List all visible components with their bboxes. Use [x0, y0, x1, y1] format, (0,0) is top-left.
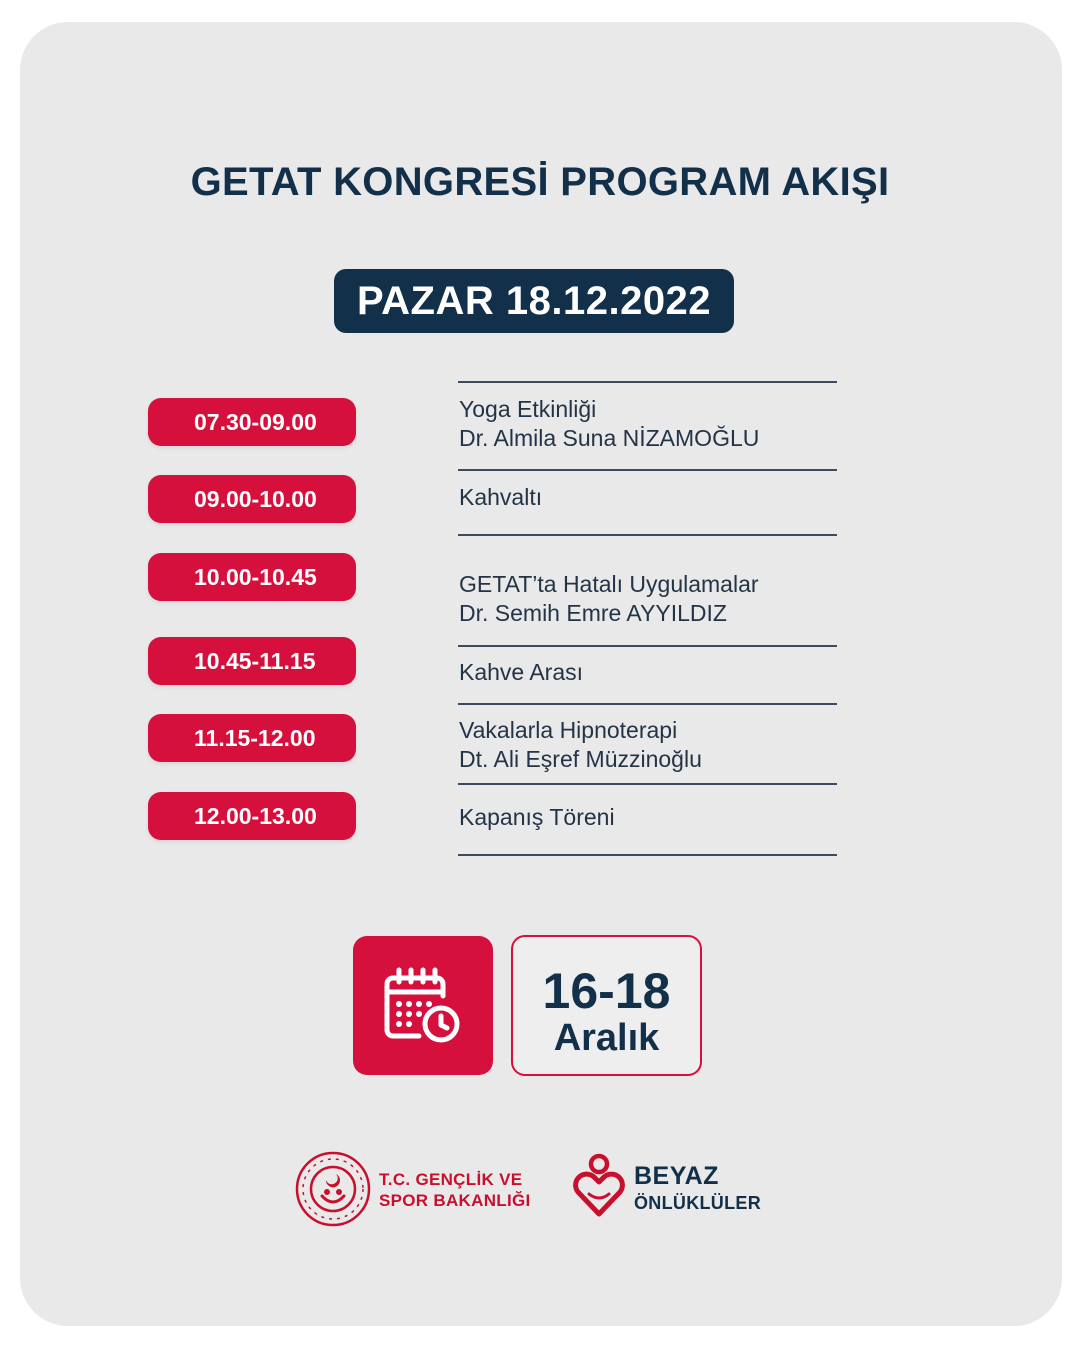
session-title: Kahve Arası — [459, 659, 584, 685]
partner-logo — [570, 1152, 770, 1224]
session-entry — [459, 716, 879, 774]
session-speaker: Dt. Ali Eşref Müzzinoğlu — [459, 746, 702, 772]
session-title: Yoga Etkinliği — [459, 396, 597, 422]
divider — [458, 381, 837, 383]
session-entry — [459, 483, 879, 512]
session-speaker: Dr. Almila Suna NİZAMOĞLU — [459, 425, 760, 451]
date-badge: PAZAR 18.12.2022 — [334, 269, 734, 333]
session-entry — [459, 658, 879, 687]
ministry-name-line2: SPOR BAKANLIĞI — [379, 1191, 531, 1210]
calendar-badge — [353, 936, 493, 1075]
time-slot-6: 12.00-13.00 — [148, 792, 356, 840]
divider — [458, 783, 837, 785]
ministry-logo — [294, 1150, 534, 1230]
time-slot-1: 07.30-09.00 — [148, 398, 356, 446]
ministry-name-line1: T.C. GENÇLİK VE — [379, 1170, 523, 1189]
date-range-days: 16-18 — [542, 963, 671, 1019]
divider — [458, 534, 837, 536]
time-slot-2: 09.00-10.00 — [148, 475, 356, 523]
session-speaker: Dr. Semih Emre AYYILDIZ — [459, 600, 727, 626]
calendar-clock-icon — [383, 966, 463, 1046]
date-range-box — [511, 935, 702, 1076]
partner-name-line1: BEYAZ — [634, 1162, 719, 1190]
session-title: Kapanış Töreni — [459, 804, 615, 830]
page-title: GETAT KONGRESİ PROGRAM AKIŞI — [190, 160, 890, 204]
time-slot-4: 10.45-11.15 — [148, 637, 356, 685]
date-range-month: Aralık — [553, 1017, 660, 1059]
partner-name-line2: ÖNLÜKLÜLER — [634, 1193, 761, 1213]
divider — [458, 469, 837, 471]
heart-person-icon — [570, 1152, 630, 1218]
divider — [458, 703, 837, 705]
session-title: Kahvaltı — [459, 484, 543, 510]
time-slot-3: 10.00-10.45 — [148, 553, 356, 601]
ministry-emblem-icon — [294, 1150, 372, 1228]
session-entry — [459, 395, 879, 453]
divider — [458, 854, 837, 856]
session-entry — [459, 570, 879, 628]
session-title: Vakalarla Hipnoterapi — [459, 717, 678, 743]
session-entry — [459, 803, 879, 832]
session-title: GETAT’ta Hatalı Uygulamalar — [459, 571, 759, 597]
time-slot-5: 11.15-12.00 — [148, 714, 356, 762]
divider — [458, 645, 837, 647]
